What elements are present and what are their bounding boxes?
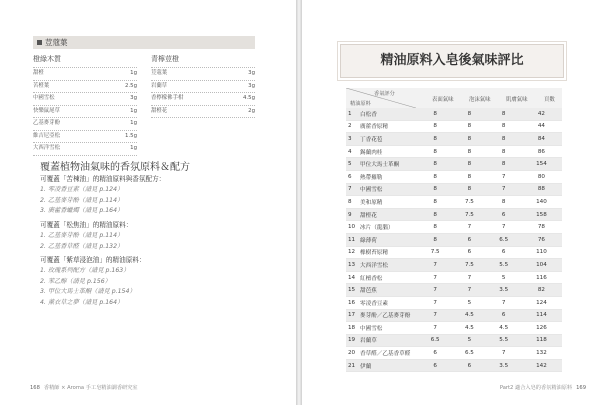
- ingredient-qty: 3g: [248, 82, 255, 89]
- ingredient-qty: 1g: [130, 120, 137, 126]
- ingredient-qty: 3g: [130, 95, 137, 101]
- ingredient-row: [33, 80, 137, 93]
- page-ref: 132: [521, 347, 562, 360]
- group-item: 3. 甲位大馬士革酮（請見 p.154）: [40, 288, 136, 295]
- skin-score: 3.5: [487, 359, 521, 372]
- ingredient-row: [33, 105, 137, 118]
- material-name: 綠薄荷: [360, 233, 418, 246]
- skin-score: 3.5: [487, 284, 521, 297]
- surface-score: 7.5: [418, 246, 452, 259]
- ingredient-name: 中國雪松: [33, 95, 55, 101]
- row-number: 21: [346, 359, 360, 372]
- table-row: [346, 108, 562, 120]
- page-ref: 142: [521, 359, 562, 372]
- ingredient-row: [151, 105, 255, 119]
- ingredient-row: [151, 67, 255, 80]
- foam-score: 7: [452, 271, 486, 284]
- foam-score: 7: [452, 221, 486, 234]
- table-row: [346, 158, 562, 171]
- surface-score: 8: [418, 145, 452, 158]
- group-item: 2. 乙基麥芽酚（請見 p.114）: [40, 196, 124, 204]
- skin-score: 8: [487, 196, 521, 209]
- row-number: 8: [346, 196, 360, 209]
- page-ref: 82: [521, 284, 562, 297]
- foam-score: 8: [452, 158, 486, 171]
- recipe-column-title: 青檸荳橙: [151, 55, 179, 63]
- running-title: 適合入皂的香氛精油原料: [515, 385, 573, 391]
- table-row: [346, 347, 562, 360]
- recipe-column-2: [151, 54, 255, 118]
- ingredient-row: [33, 130, 137, 143]
- ingredient-qty: 1g: [130, 70, 137, 76]
- ingredient-qty: 1g: [130, 107, 137, 114]
- material-name: 錫蘭肉桂: [360, 145, 418, 158]
- material-name: 中國雪松: [360, 322, 418, 335]
- foam-score: 8: [452, 108, 486, 120]
- row-number: 15: [346, 284, 360, 297]
- material-name: 熱帶羅勒: [360, 170, 418, 183]
- row-number: 18: [346, 322, 360, 335]
- table-row: [346, 133, 562, 146]
- ingredient-qty: 2.5g: [125, 82, 137, 89]
- skin-score: 6: [487, 246, 521, 259]
- ingredient-name: 荳蔻葉: [151, 70, 168, 76]
- surface-score: 8: [418, 133, 452, 146]
- left-footer: [30, 384, 138, 391]
- table-row: [346, 170, 562, 183]
- page-ref: 118: [521, 334, 562, 347]
- group-item: 2. 苯乙醇（請見 p.156）: [40, 277, 111, 285]
- foam-score: 7.5: [452, 259, 486, 272]
- row-number: 12: [346, 246, 360, 259]
- group-item: 1. 乙基麥芽酚（請見 p.114）: [40, 232, 124, 239]
- skin-score: 8: [487, 133, 521, 146]
- group-heading: 可覆蓋「苦棟油」的精油原料與香氛配方：: [40, 175, 166, 183]
- row-number: 14: [346, 271, 360, 284]
- header-foam: 泡沫氣味: [469, 97, 491, 103]
- table-title: 精油原料入皂後氣味評比: [380, 53, 524, 68]
- foam-score: 7.5: [452, 208, 486, 221]
- row-number: 16: [346, 296, 360, 309]
- row-number: 13: [346, 259, 360, 272]
- table-row: [346, 246, 562, 259]
- skin-score: 5: [487, 271, 521, 284]
- ingredient-name: 岩蘭草: [151, 82, 168, 89]
- page-number: 169: [576, 385, 586, 391]
- material-name: 白松香: [360, 108, 418, 120]
- row-number: 3: [346, 133, 360, 146]
- table-row: [346, 322, 562, 335]
- table-row: [346, 334, 562, 347]
- ingredient-qty: 3g: [248, 70, 255, 76]
- ingredient-name: 香檸檬佛手柑: [151, 95, 184, 101]
- surface-score: 7: [418, 284, 452, 297]
- table-row: [346, 233, 562, 246]
- group-item: 2. 乙基香草醛（請見 p.132）: [40, 242, 124, 250]
- recipe-column-1: [33, 54, 137, 156]
- group-item: 3. 廣藿香蠟燭（請見 p.164）: [40, 207, 124, 214]
- table-row: [346, 208, 562, 221]
- foam-score: 4.5: [452, 309, 486, 322]
- surface-score: 8: [418, 108, 452, 120]
- row-number: 7: [346, 183, 360, 196]
- skin-score: 7: [487, 221, 521, 234]
- recipe-column-title: 橙綠木質: [33, 55, 61, 63]
- row-number: 19: [346, 334, 360, 347]
- skin-score: 7: [487, 170, 521, 183]
- foam-score: 6: [452, 233, 486, 246]
- material-name: 岩蘭草: [360, 334, 418, 347]
- row-number: 11: [346, 233, 360, 246]
- ingredient-name: 維吉尼亞松: [33, 132, 60, 139]
- skin-score: 8: [487, 158, 521, 171]
- page-ref: 158: [521, 208, 562, 221]
- header-corner-bottom: 精油原料: [350, 101, 371, 107]
- recipe-box: [33, 36, 255, 151]
- page-ref: 126: [521, 322, 562, 335]
- ingredient-qty: 4.5g: [243, 95, 255, 101]
- header-page: 頁數: [544, 97, 555, 103]
- group-item: 1. 玫瑰系列配方（請見 p.163）: [40, 267, 130, 274]
- skin-score: 8: [487, 120, 521, 133]
- running-title: 香精師 × Aroma 手工皂精油調香研究室: [43, 385, 138, 391]
- ingredient-row: [33, 142, 137, 156]
- table-row: [346, 145, 562, 158]
- group-item: 4. 薰衣草之夢（請見 p.164）: [40, 298, 124, 306]
- ingredient-qty: 2g: [248, 107, 255, 114]
- material-name: 甜橙花: [360, 208, 418, 221]
- page-ref: 80: [521, 170, 562, 183]
- section-title: 覆蓋植物油氣味的香氛原料＆配方: [40, 162, 190, 173]
- page-ref: 44: [521, 120, 562, 133]
- square-bullet-icon: [37, 40, 42, 45]
- row-number: 6: [346, 170, 360, 183]
- ingredient-row: [151, 92, 255, 105]
- foam-score: 4.5: [452, 322, 486, 335]
- material-name: 麥芽酚／乙基麥芽酚: [360, 309, 418, 322]
- row-number: 10: [346, 221, 360, 234]
- material-name: 冰片（龍腦）: [360, 221, 418, 234]
- foam-score: 7: [452, 284, 486, 297]
- header-skin: 肌膚氣味: [506, 97, 528, 103]
- table-row: [346, 271, 562, 284]
- row-number: 9: [346, 208, 360, 221]
- skin-score: 6: [487, 208, 521, 221]
- foam-score: 7.5: [452, 196, 486, 209]
- surface-score: 6.5: [418, 334, 452, 347]
- surface-score: 7: [418, 296, 452, 309]
- ingredient-row: [151, 80, 255, 93]
- page-ref: 104: [521, 259, 562, 272]
- group-item: 1. 零凌香豆素（請見 p.124）: [40, 186, 124, 193]
- table-row: [346, 359, 562, 372]
- foam-score: 6.5: [452, 347, 486, 360]
- header-corner: [346, 88, 416, 108]
- page-ref: 88: [521, 183, 562, 196]
- page-number: 168: [30, 385, 40, 391]
- foam-score: 8: [452, 170, 486, 183]
- ingredient-name: 甜橙: [33, 70, 44, 76]
- material-name: 中國雪松: [360, 183, 418, 196]
- page-ref: 42: [521, 108, 562, 120]
- material-name: 伊蘭: [360, 359, 418, 372]
- surface-score: 7: [418, 322, 452, 335]
- table-row: [346, 196, 562, 209]
- ingredient-row: [33, 67, 137, 80]
- row-number: 4: [346, 145, 360, 158]
- skin-score: 8: [487, 108, 521, 120]
- skin-score: 5.5: [487, 259, 521, 272]
- page-ref: 124: [521, 296, 562, 309]
- ingredient-name: 甜橙花: [151, 107, 168, 114]
- table-row: [346, 309, 562, 322]
- foam-score: 8: [452, 120, 486, 133]
- recipe-header: [33, 36, 255, 49]
- table-row: [346, 221, 562, 234]
- foam-score: 5: [452, 334, 486, 347]
- material-name: 香草醛／乙基香草醛: [360, 347, 418, 360]
- cover-group-2: [40, 220, 270, 252]
- skin-score: 5.5: [487, 334, 521, 347]
- row-number: 1: [346, 108, 360, 120]
- surface-score: 8: [418, 221, 452, 234]
- skin-score: 7: [487, 183, 521, 196]
- table-row: [346, 284, 562, 297]
- material-name: 零凌香豆素: [360, 296, 418, 309]
- ingredient-qty: 1g: [130, 145, 137, 151]
- skin-score: 8: [487, 145, 521, 158]
- page-ref: 78: [521, 221, 562, 234]
- right-footer: [500, 384, 586, 391]
- right-page: [302, 0, 600, 405]
- page-ref: 114: [521, 309, 562, 322]
- surface-score: 7: [418, 259, 452, 272]
- skin-score: 6: [487, 309, 521, 322]
- page-ref: 86: [521, 145, 562, 158]
- foam-score: 6: [452, 246, 486, 259]
- surface-score: 7: [418, 271, 452, 284]
- surface-score: 8: [418, 120, 452, 133]
- ingredient-name: 快樂鼠尾草: [33, 107, 60, 114]
- part-label: Part2: [499, 385, 514, 391]
- scent-rating-table: [346, 88, 562, 372]
- cover-group-1: [40, 174, 270, 217]
- skin-score: 7: [487, 296, 521, 309]
- material-name: 甜芭蕉: [360, 284, 418, 297]
- skin-score: 6.5: [487, 233, 521, 246]
- surface-score: 8: [418, 208, 452, 221]
- group-heading: 可覆蓋「松焦油」的精油原料：: [40, 221, 133, 229]
- skin-score: 7: [487, 347, 521, 360]
- material-name: 甲位大馬士革酮: [360, 158, 418, 171]
- material-name: 丁香花苞: [360, 133, 418, 146]
- group-heading: 可覆蓋「紫草浸泡油」的精油原料：: [40, 256, 146, 264]
- material-name: 紅檀香松: [360, 271, 418, 284]
- surface-score: 8: [418, 196, 452, 209]
- table-row: [346, 296, 562, 309]
- ingredient-row: [33, 92, 137, 105]
- material-name: 廣藿香原精: [360, 120, 418, 133]
- foam-score: 5: [452, 296, 486, 309]
- surface-score: 6: [418, 347, 452, 360]
- foam-score: 6: [452, 359, 486, 372]
- page-ref: 116: [521, 271, 562, 284]
- surface-score: 8: [418, 233, 452, 246]
- left-page: [0, 0, 296, 405]
- material-name: 大西洋雪松: [360, 259, 418, 272]
- table-row: [346, 183, 562, 196]
- surface-score: 8: [418, 170, 452, 183]
- foam-score: 8: [452, 183, 486, 196]
- surface-score: 7: [418, 309, 452, 322]
- ingredient-row: [33, 117, 137, 130]
- row-number: 2: [346, 120, 360, 133]
- ingredient-name: 大西洋雪松: [33, 145, 60, 151]
- surface-score: 8: [418, 183, 452, 196]
- page-ref: 154: [521, 158, 562, 171]
- table-title-box: [340, 44, 564, 78]
- row-number: 17: [346, 309, 360, 322]
- skin-score: 4.5: [487, 322, 521, 335]
- foam-score: 8: [452, 133, 486, 146]
- foam-score: 8: [452, 145, 486, 158]
- page-ref: 140: [521, 196, 562, 209]
- ingredient-name: 苦橙葉: [33, 82, 50, 89]
- cover-group-3: [40, 255, 270, 308]
- surface-score: 6: [418, 359, 452, 372]
- recipe-header-title: 荳蔻葉: [45, 38, 68, 47]
- ingredient-name: 乙基麥芽酚: [33, 120, 60, 126]
- surface-score: 8: [418, 158, 452, 171]
- material-name: 美和原精: [360, 196, 418, 209]
- table-row: [346, 120, 562, 133]
- page-ref: 76: [521, 233, 562, 246]
- row-number: 20: [346, 347, 360, 360]
- material-name: 橡樹苔原精: [360, 246, 418, 259]
- header-corner-top: 香氣評分: [374, 91, 395, 97]
- page-ref: 110: [521, 246, 562, 259]
- ingredient-qty: 1.5g: [125, 132, 137, 139]
- row-number: 5: [346, 158, 360, 171]
- page-ref: 84: [521, 133, 562, 146]
- table-header: [346, 88, 562, 108]
- table-row: [346, 259, 562, 272]
- header-surface: 表面氣味: [432, 97, 454, 103]
